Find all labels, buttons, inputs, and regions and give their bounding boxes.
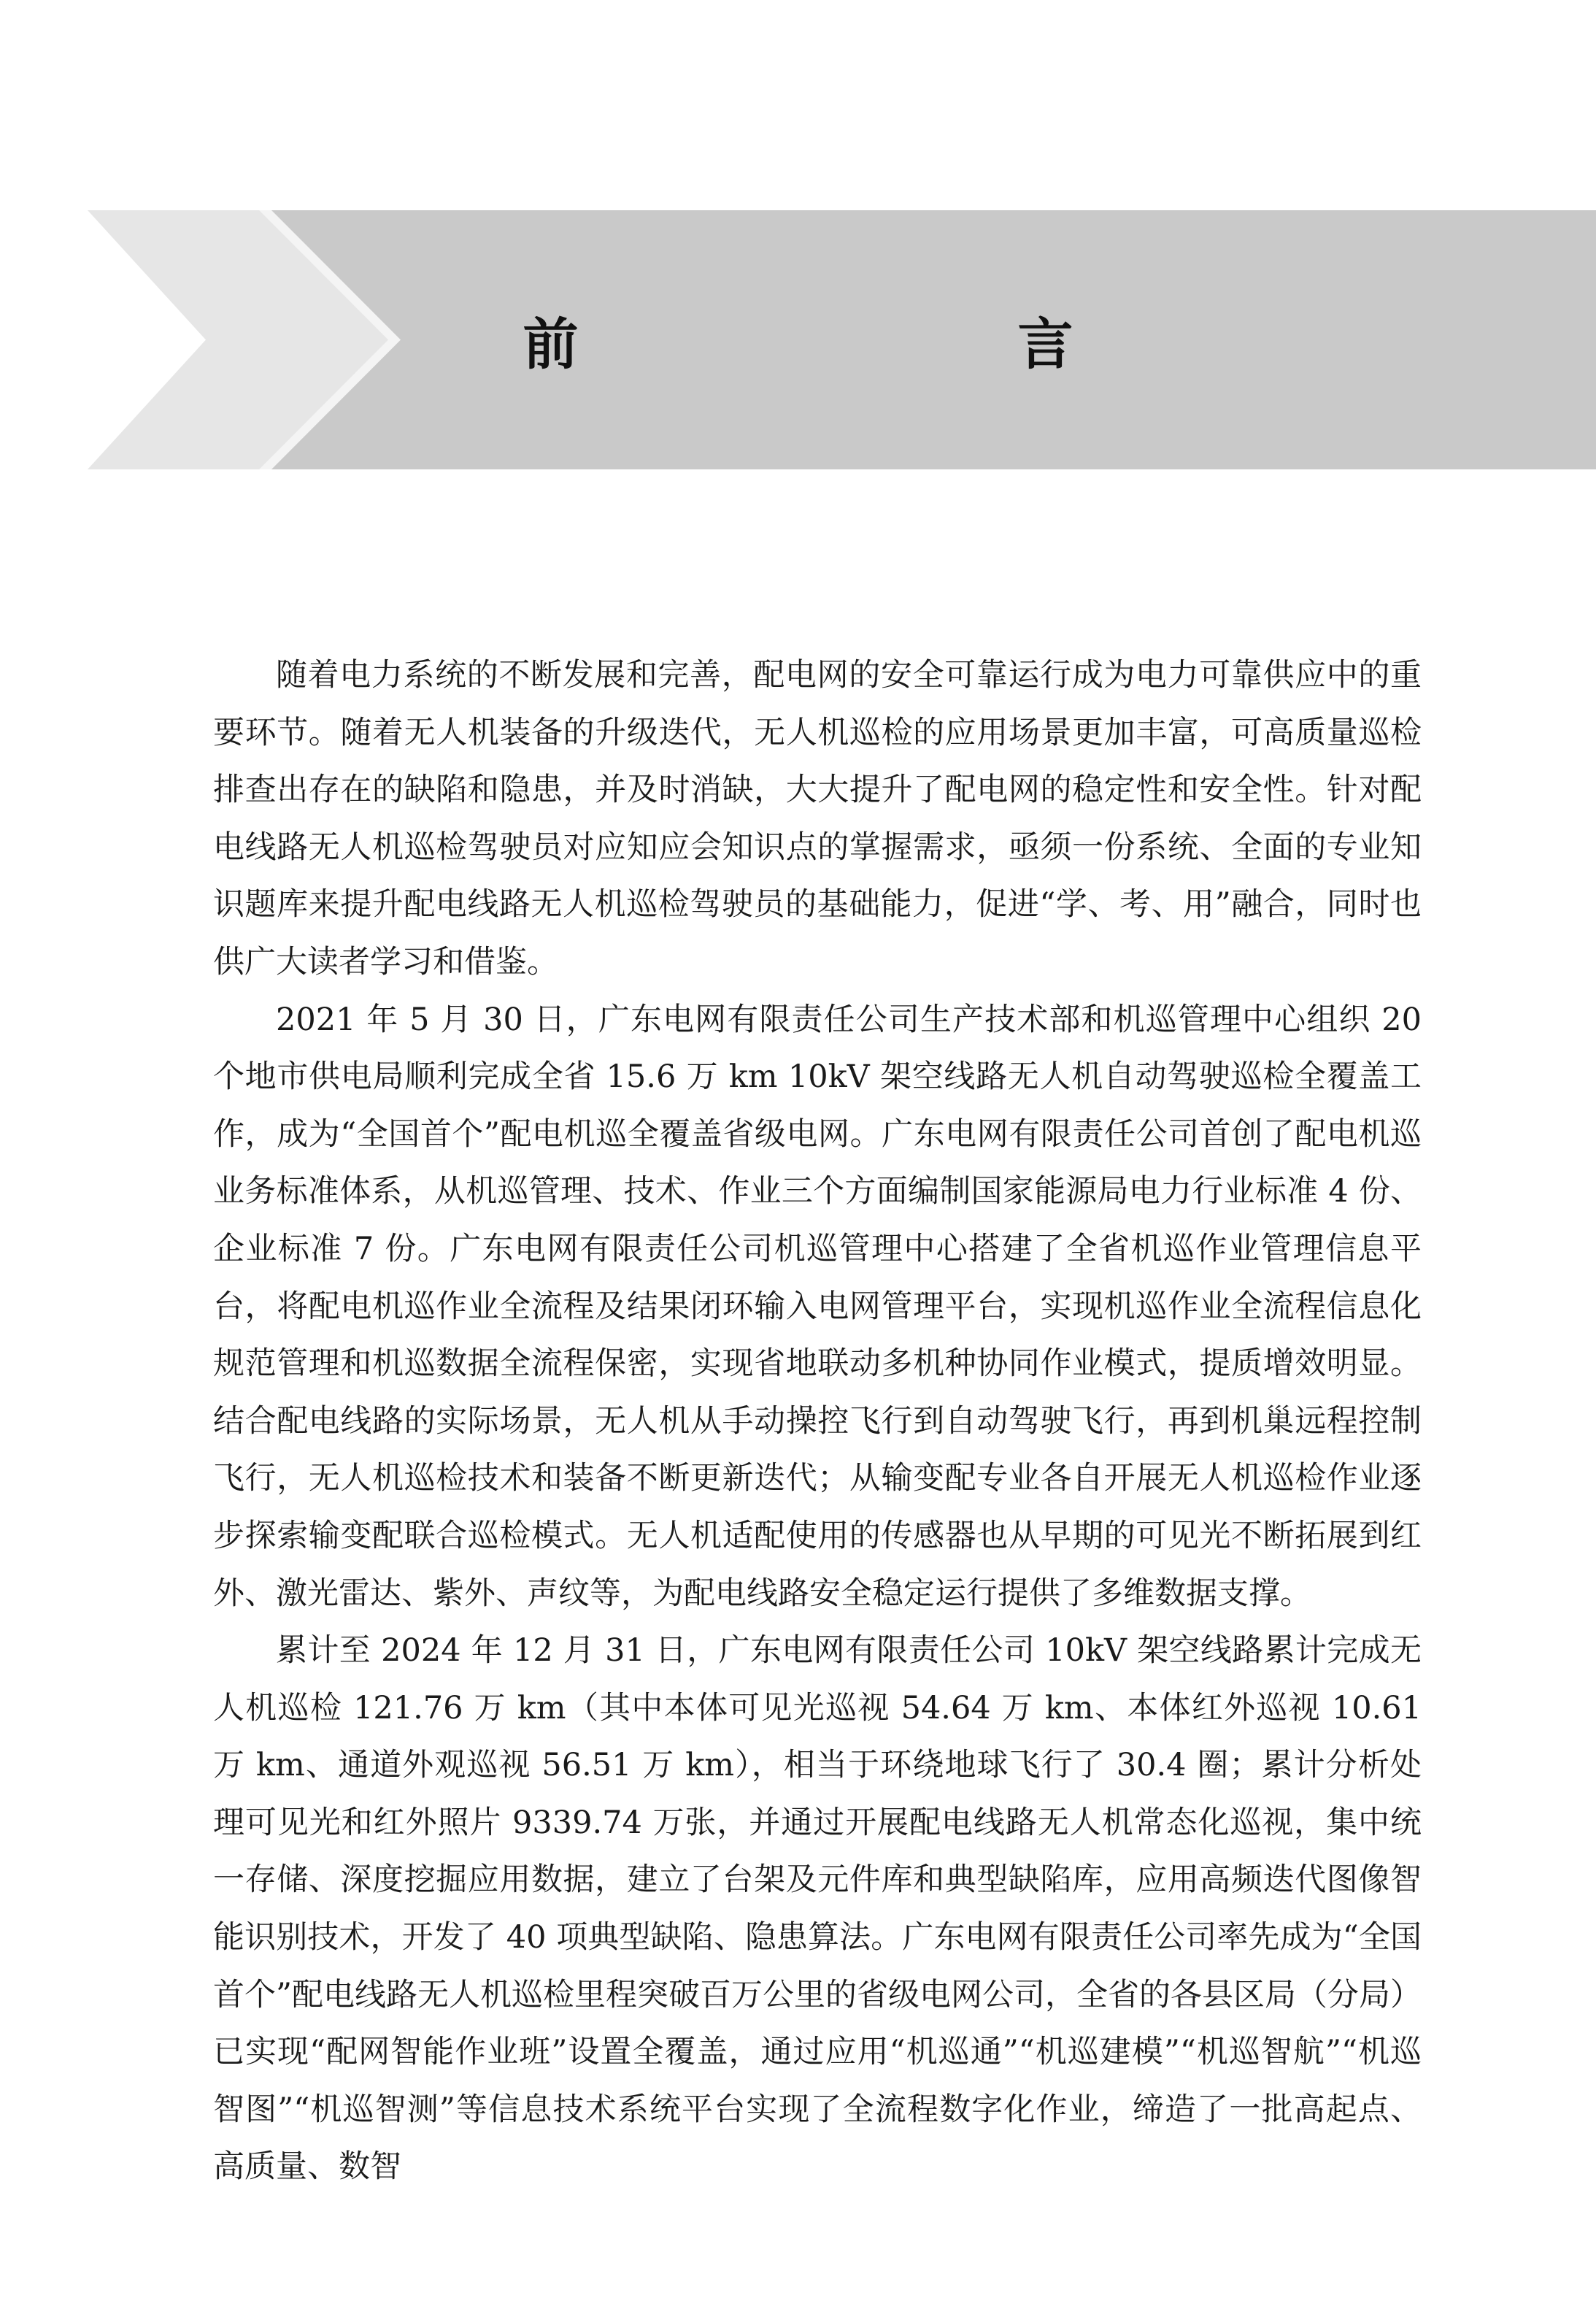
page-title: 前 言 (523, 312, 1183, 377)
paragraph-1: 随着电力系统的不断发展和完善，配电网的安全可靠运行成为电力可靠供应中的重要环节。随着无人机装备的升级迭代，无人机巡检的应用场景更加丰富，可高质量巡检排查出存在的缺陷和隐患，并及时消缺，大大提升了配电网的稳定性和安全性。针对配电线路无人机巡检驾驶员对应知应会知识点的掌握需求，亟须一份系统、全面的专业知识题库来提升配电线路无人机巡检驾驶员的基础能力，促进“学、考、用”融合，同时也供广大读者学习和借鉴。 (213, 657, 1422, 980)
paragraph-3: 累计至 2024 年 12 月 31 日，广东电网有限责任公司 10kV 架空线路累计完成无人机巡检 121.76 万 km（其中本体可见光巡视 54.64 万 km、本体红外巡视 10.61 万 km、通道外观巡视 56.51 万 km），相当于环绕地球飞行了 30.4 圈；累计分析处理可见光和红外照片 9339.74 万张，并通过开展配电线路无人机常态化巡视，集中统一存储、深度挖掘应用数据，建立了台架及元件库和典型缺陷库，应用高频迭代图像智能识别技术，开发了 40 项典型缺陷、隐患算法。广东电网有限责任公司率先成为“全国首个”配电线路无人机巡检里程突破百万公里的省级电网公司，全省的各县区局（分局）已实现“配网智能作业班”设置全覆盖，通过应用“机巡通”“机巡建模”“机巡智航”“机巡智图”“机巡智测”等信息技术系统平台实现了全流程数字化作业，缔造了一批高起点、高质量、数智 (213, 1632, 1422, 2186)
body-text (213, 647, 1422, 2196)
paragraph-2: 2021 年 5 月 30 日，广东电网有限责任公司生产技术部和机巡管理中心组织 20 个地市供电局顺利完成全省 15.6 万 km 10kV 架空线路无人机自动驾驶巡检全覆盖工作，成为“全国首个”配电机巡全覆盖省级电网。广东电网有限责任公司首创了配电机巡业务标准体系，从机巡管理、技术、作业三个方面编制国家能源局电力行业标准 4 份、企业标准 7 份。广东电网有限责任公司机巡管理中心搭建了全省机巡作业管理信息平台，将配电机巡作业全流程及结果闭环输入电网管理平台，实现机巡作业全流程信息化规范管理和机巡数据全流程保密，实现省地联动多机种协同作业模式，提质增效明显。结合配电线路的实际场景，无人机从手动操控飞行到自动驾驶飞行，再到机巢远程控制飞行，无人机巡检技术和装备不断更新迭代；从输变配专业各自开展无人机巡检作业逐步探索输变配联合巡检模式。无人机适配使用的传感器也从早期的可见光不断拓展到红外、激光雷达、紫外、声纹等，为配电线路安全稳定运行提供了多维数据支撑。 (213, 1001, 1422, 1612)
